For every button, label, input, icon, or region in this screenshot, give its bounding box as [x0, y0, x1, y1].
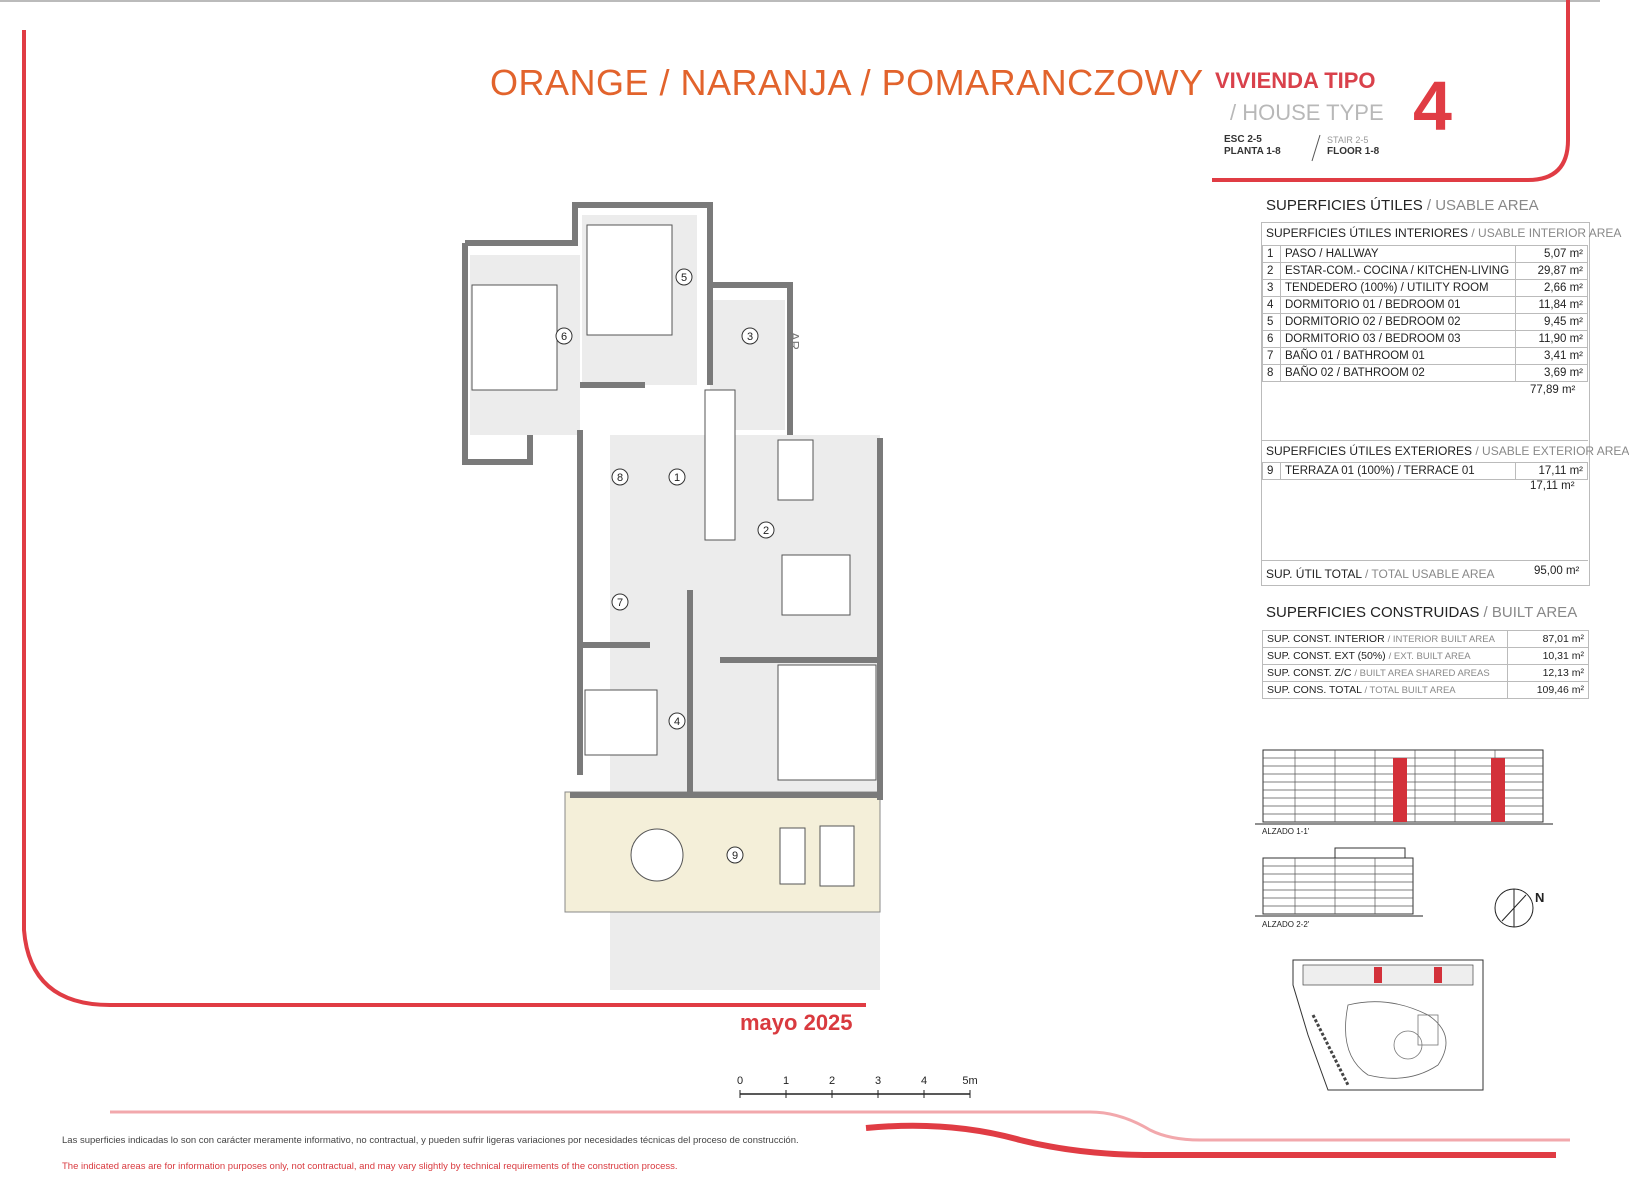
room-name: TERRAZA 01 (100%) / TERRACE 01: [1281, 463, 1516, 480]
room-name: PASO / HALLWAY: [1281, 246, 1516, 263]
house-type-number: 4: [1413, 67, 1452, 145]
built-label: SUP. CONST. INTERIOR / INTERIOR BUILT AREA: [1263, 631, 1508, 648]
room-name: DORMITORIO 01 / BEDROOM 01: [1281, 297, 1516, 314]
floor-label: FLOOR 1-8: [1327, 146, 1380, 157]
room-number: 6: [1263, 331, 1281, 348]
scale-tick-label: 3: [874, 1075, 882, 1087]
table-row: [1263, 665, 1589, 682]
room-number-label: 2: [762, 525, 770, 537]
house-type-label: VIVIENDA TIPO: [1215, 68, 1376, 93]
table-row: [1263, 314, 1588, 331]
total-usable-value: 95,00 m²: [1534, 565, 1580, 577]
room-area: 17,11 m²: [1516, 463, 1588, 480]
disclaimer-es: Las superficies indicadas lo son con carácter meramente informativo, no contractual, y pueden sufrir ligeras variaciones por necesidades técnicas del proceso de construcción.: [62, 1135, 799, 1146]
table-row: [1263, 365, 1588, 382]
room-area: 11,84 m²: [1516, 297, 1588, 314]
room-area: 9,45 m²: [1516, 314, 1588, 331]
built-area: 12,13 m²: [1508, 665, 1589, 682]
table-row: [1263, 631, 1589, 648]
table-row: [1263, 331, 1588, 348]
room-name: DORMITORIO 02 / BEDROOM 02: [1281, 314, 1516, 331]
site-plan: [1288, 955, 1488, 1105]
scale-bar: [730, 1072, 980, 1102]
page-title: ORANGE / NARANJA / POMARANCZOWY: [490, 62, 1204, 103]
built-area: 87,01 m²: [1508, 631, 1589, 648]
divider: [1261, 440, 1588, 441]
room-area: 3,69 m²: [1516, 365, 1588, 382]
room-number: 1: [1263, 246, 1281, 263]
scale-tick-label: 2: [828, 1075, 836, 1087]
exterior-total: 17,11 m²: [1530, 480, 1575, 492]
built-area-heading: SUPERFICIES CONSTRUIDAS / BUILT AREA: [1266, 604, 1578, 621]
table-row: [1263, 263, 1588, 280]
room-number: 5: [1263, 314, 1281, 331]
room-number: 4: [1263, 297, 1281, 314]
table-row: [1263, 463, 1588, 480]
room-number-label: 1: [673, 472, 681, 484]
room-area: 11,90 m²: [1516, 331, 1588, 348]
built-area: 109,46 m²: [1508, 682, 1589, 699]
room-number-label: 7: [616, 597, 624, 609]
table-row: [1263, 297, 1588, 314]
interior-heading: SUPERFICIES ÚTILES INTERIORES / USABLE INTERIOR AREA: [1266, 226, 1622, 240]
room-number: 8: [1263, 365, 1281, 382]
room-number: 3: [1263, 280, 1281, 297]
table-row: [1263, 280, 1588, 297]
exterior-heading: SUPERFICIES ÚTILES EXTERIORES / USABLE EXTERIOR AREA: [1266, 444, 1629, 458]
scale-tick-label: 1: [782, 1075, 790, 1087]
table-row: [1263, 682, 1589, 699]
disclaimer-en: The indicated areas are for information purposes only, not contractual, and may vary slightly by technical requirements of the construction process.: [62, 1161, 678, 1172]
esc-label: ESC 2-5: [1224, 134, 1262, 145]
room-name: BAÑO 02 / BATHROOM 02: [1281, 365, 1516, 382]
built-label: SUP. CONS. TOTAL / TOTAL BUILT AREA: [1263, 682, 1508, 699]
elevation-1-label: ALZADO 1-1': [1262, 827, 1310, 836]
elevation-1: [1255, 742, 1555, 832]
table-row: [1263, 348, 1588, 365]
table-row: [1263, 648, 1589, 665]
divider: [1261, 560, 1588, 561]
interior-total: 77,89 m²: [1530, 384, 1576, 396]
table-row: [1263, 246, 1588, 263]
floor-plan: [460, 200, 900, 940]
room-name: BAÑO 01 / BATHROOM 01: [1281, 348, 1516, 365]
built-area: 10,31 m²: [1508, 648, 1589, 665]
scale-tick-label: 4: [920, 1075, 928, 1087]
room-area: 2,66 m²: [1516, 280, 1588, 297]
usable-area-heading: SUPERFICIES ÚTILES / USABLE AREA: [1266, 197, 1539, 214]
elevation-2-label: ALZADO 2-2': [1262, 920, 1310, 929]
room-number: 2: [1263, 263, 1281, 280]
built-label: SUP. CONST. Z/C / BUILT AREA SHARED AREAS: [1263, 665, 1508, 682]
stair-label: STAIR 2-5: [1327, 135, 1369, 145]
room-name: ESTAR-COM.- COCINA / KITCHEN-LIVING: [1281, 263, 1516, 280]
room-number-label: 8: [616, 472, 624, 484]
room-name: DORMITORIO 03 / BEDROOM 03: [1281, 331, 1516, 348]
elevation-2: [1255, 840, 1425, 920]
room-number-label: 3: [746, 331, 754, 343]
room-area: 3,41 m²: [1516, 348, 1588, 365]
room-area: 5,07 m²: [1516, 246, 1588, 263]
room-number: 7: [1263, 348, 1281, 365]
exterior-table: [1262, 462, 1588, 480]
total-usable-label: SUP. ÚTIL TOTAL / TOTAL USABLE AREA: [1266, 567, 1495, 581]
room-number: 9: [1263, 463, 1281, 480]
room-number-label: 4: [673, 716, 681, 728]
scale-tick-label: 5m: [962, 1075, 978, 1087]
room-number-label: 5: [680, 272, 688, 284]
date-label: mayo 2025: [740, 1010, 853, 1035]
room-name: TENDEDERO (100%) / UTILITY ROOM: [1281, 280, 1516, 297]
scale-tick-label: 0: [736, 1075, 744, 1087]
ar-label: AR: [787, 332, 802, 351]
built-table: [1262, 630, 1589, 699]
room-table: [1262, 245, 1588, 382]
divider-slash: [1310, 133, 1322, 163]
room-number-label: 9: [731, 850, 739, 862]
room-area: 29,87 m²: [1516, 263, 1588, 280]
north-label: N: [1535, 890, 1545, 905]
house-type-label-en: / HOUSE TYPE: [1230, 100, 1384, 125]
planta-label: PLANTA 1-8: [1224, 146, 1281, 157]
built-label: SUP. CONST. EXT (50%) / EXT. BUILT AREA: [1263, 648, 1508, 665]
room-number-label: 6: [560, 331, 568, 343]
